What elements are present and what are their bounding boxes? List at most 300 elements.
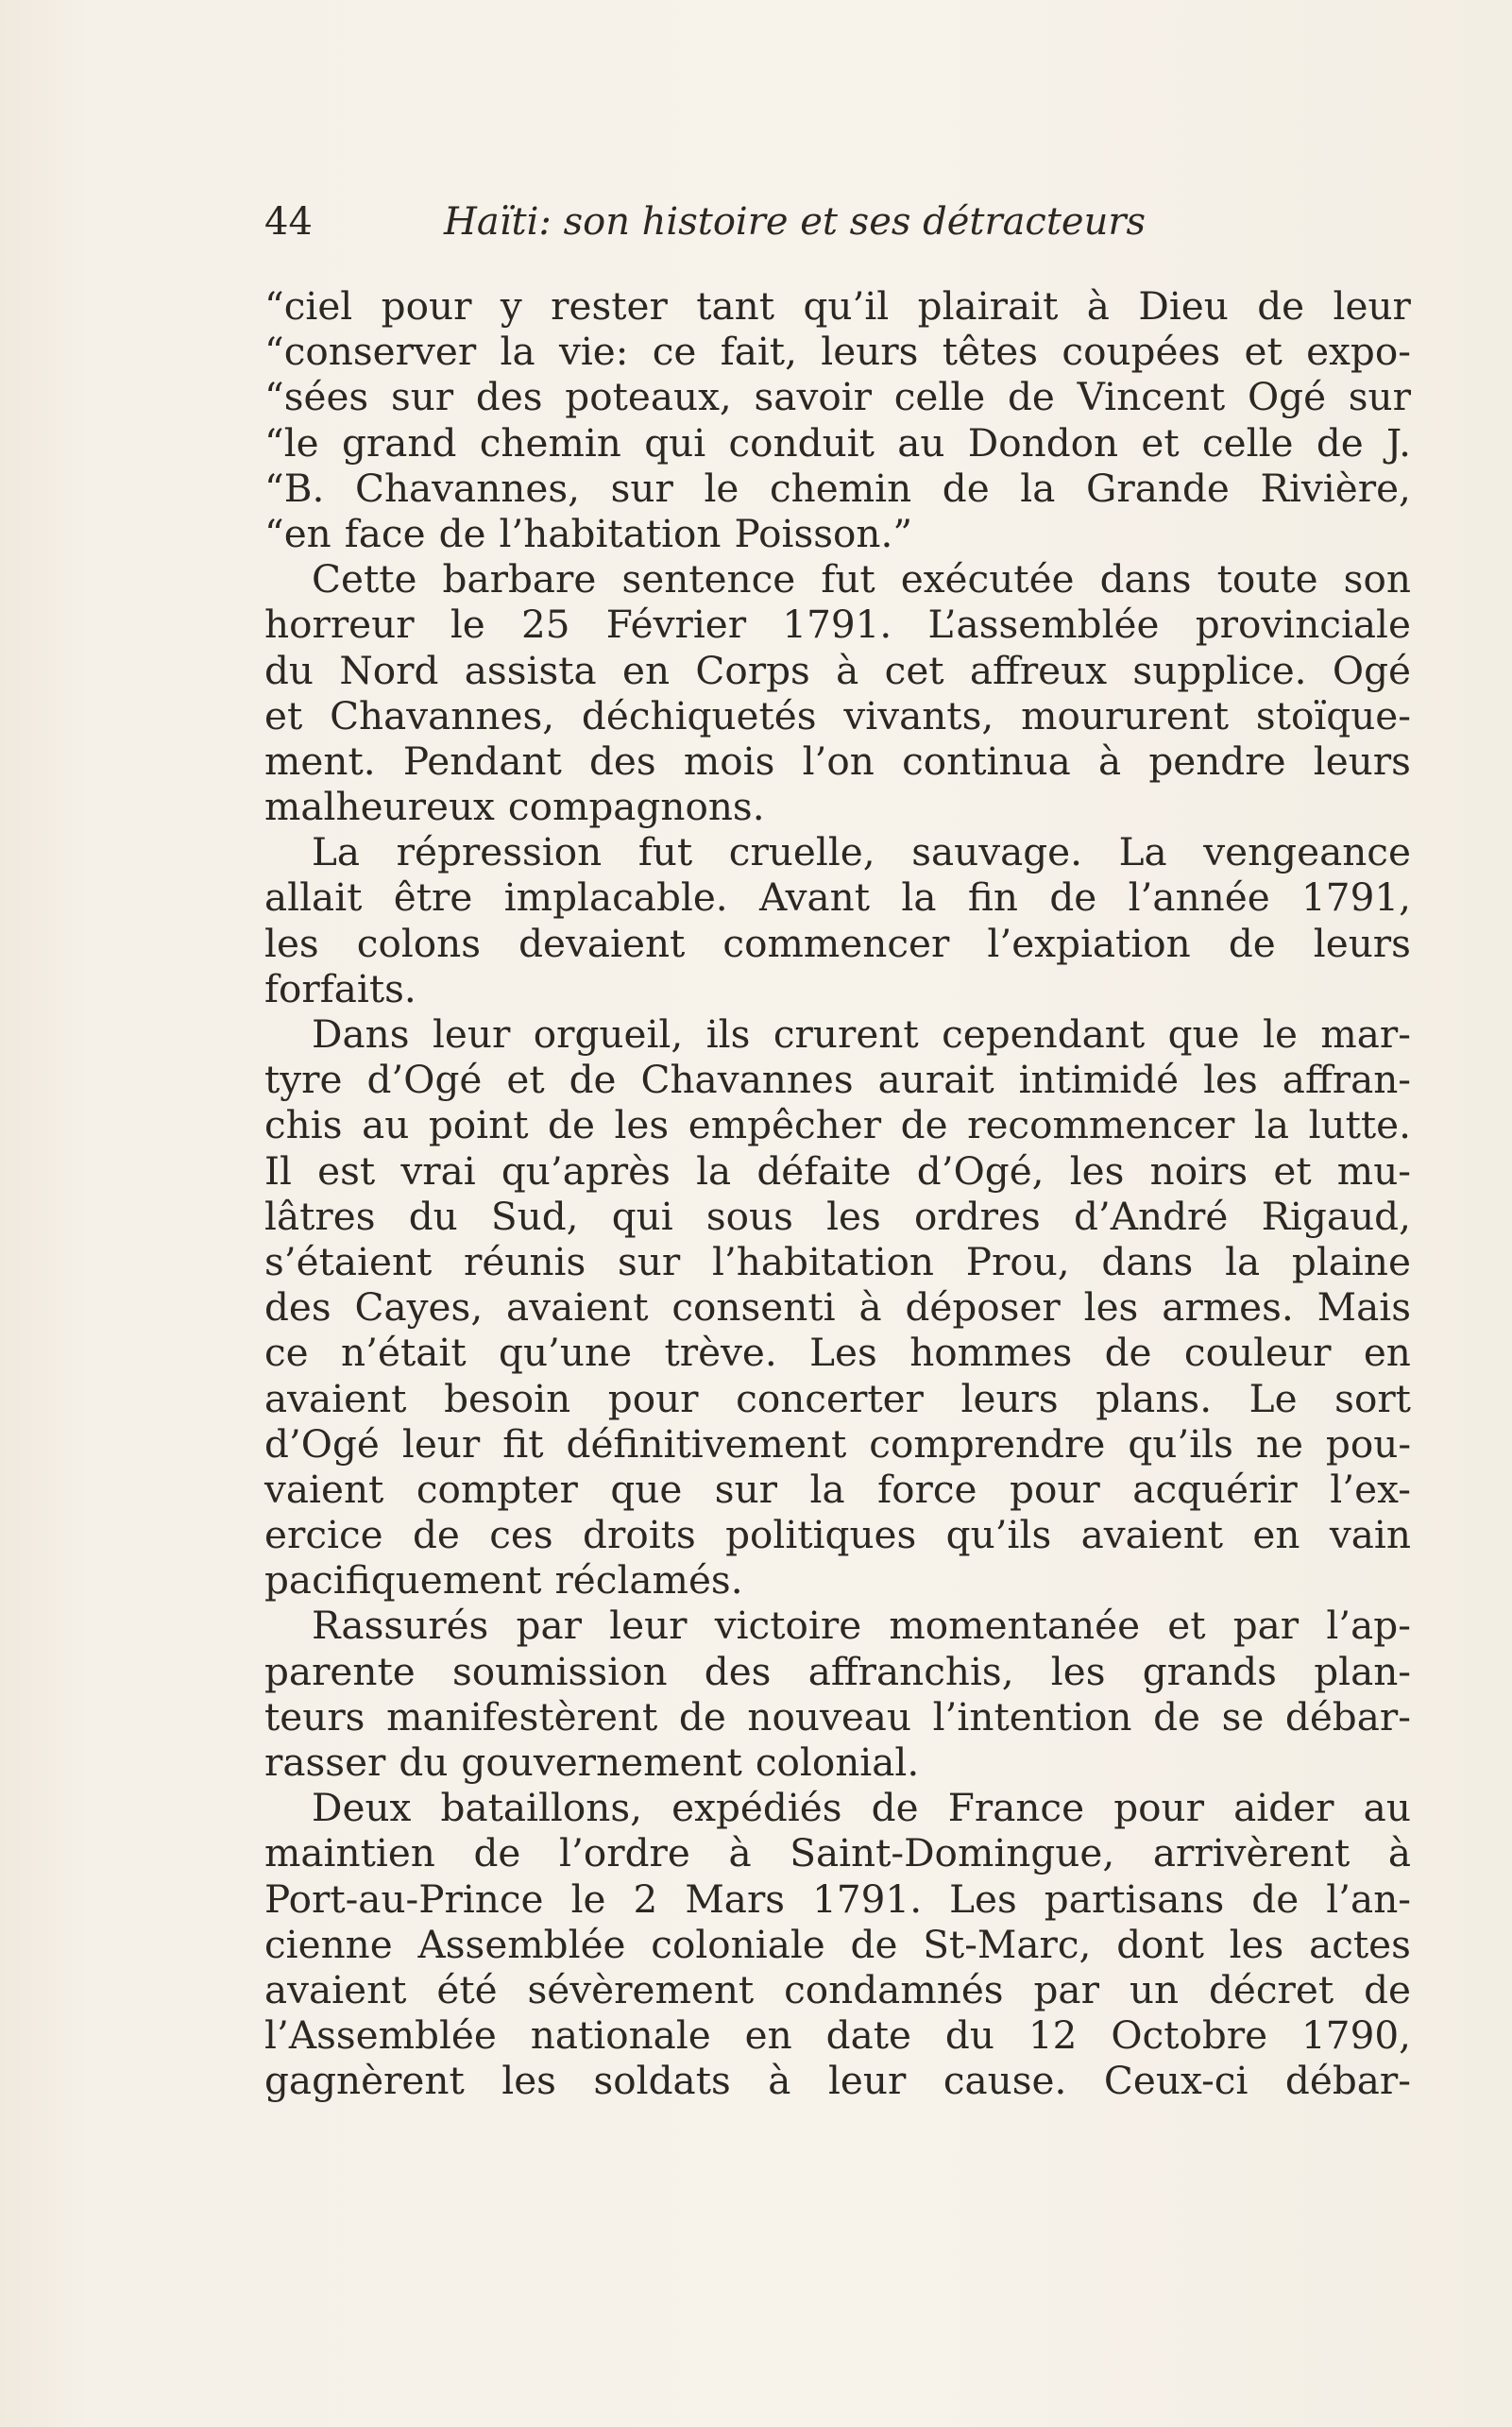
word: celle <box>893 374 986 420</box>
word: plaine <box>1291 1238 1411 1284</box>
text-line <box>264 511 1411 556</box>
word: leurs <box>1313 920 1411 966</box>
word: Dondon <box>967 419 1119 466</box>
word: chemin <box>769 465 912 511</box>
word: Vincent <box>1077 374 1226 420</box>
word: Les <box>949 1875 1017 1922</box>
word: condamnés <box>784 1966 1004 2012</box>
word: consenti <box>671 1284 836 1331</box>
word: 1791. <box>812 1875 923 1922</box>
word: poteaux, <box>565 374 732 420</box>
word: ce <box>652 329 697 375</box>
word: en <box>1252 1512 1300 1558</box>
word: Octobre <box>1111 2012 1268 2059</box>
word: Dieu <box>1138 283 1229 329</box>
word: l’an- <box>1326 1875 1411 1922</box>
word: barbare <box>442 556 597 603</box>
word: plans. <box>1096 1375 1213 1421</box>
word: Chavannes <box>640 1057 854 1103</box>
word: droits <box>583 1512 696 1558</box>
word: en <box>1363 1330 1411 1376</box>
word: est <box>317 1147 376 1194</box>
word: leur <box>432 1011 511 1057</box>
word: Février <box>605 602 747 648</box>
word: Corps <box>695 647 810 693</box>
word: par <box>516 1603 582 1649</box>
word: de <box>1104 1330 1152 1376</box>
word: forfaits. <box>264 965 416 1011</box>
word: fit <box>502 1420 544 1467</box>
word: les <box>1203 1057 1258 1103</box>
word: de <box>1008 374 1055 420</box>
text-line <box>264 738 1411 784</box>
word: L’assemblée <box>927 602 1160 648</box>
word: sur <box>390 374 454 420</box>
word: sous <box>705 1193 793 1239</box>
word: sur <box>1348 374 1411 420</box>
word: La <box>312 829 361 875</box>
text-line <box>264 874 1411 920</box>
word: un <box>1129 1966 1180 2012</box>
word: avaient <box>264 1375 407 1421</box>
word: de <box>1257 283 1305 329</box>
word: date <box>825 2012 911 2059</box>
word: qu’après <box>501 1147 671 1194</box>
word: têtes <box>942 329 1039 375</box>
text-line <box>264 1376 1411 1421</box>
word: toute <box>1216 556 1318 603</box>
word: la <box>1225 1238 1261 1284</box>
word: de <box>548 1102 595 1148</box>
page-number: 44 <box>264 200 313 244</box>
word: colons <box>356 920 482 966</box>
word: être <box>393 874 473 921</box>
word: du <box>264 647 314 693</box>
word: concerter <box>736 1375 924 1421</box>
word: rasser <box>264 1740 386 1785</box>
word: que <box>1167 1011 1240 1057</box>
word: tant <box>696 283 775 329</box>
word: Prou, <box>965 1238 1070 1284</box>
word: décret <box>1208 1966 1334 2012</box>
word: “ciel <box>264 283 353 329</box>
text-line <box>264 1512 1411 1557</box>
word: compter <box>416 1466 578 1512</box>
word: arrivèrent <box>1152 1830 1351 1876</box>
word: avaient <box>506 1284 649 1331</box>
word: la <box>1020 465 1056 511</box>
word: aider <box>1233 1785 1334 1831</box>
word: Cette <box>312 556 417 603</box>
word: au <box>897 419 945 466</box>
word: 1791, <box>1301 874 1411 921</box>
word: de <box>412 1512 460 1558</box>
word: sur <box>610 465 673 511</box>
word: et <box>264 692 303 738</box>
text-line <box>264 829 1411 874</box>
word: qui <box>611 1193 673 1239</box>
word: les <box>1069 1147 1125 1194</box>
word: France <box>947 1785 1085 1831</box>
word: de <box>1364 1966 1411 2012</box>
word: d’Ogé, <box>916 1147 1045 1194</box>
word: à <box>768 2058 791 2104</box>
word: Pendant <box>402 738 562 784</box>
word: de <box>850 1921 898 1967</box>
text-line <box>264 1284 1411 1330</box>
word: Mais <box>1317 1284 1411 1331</box>
word: cependant <box>942 1011 1146 1057</box>
text-line <box>264 556 1411 602</box>
word: par <box>1232 1603 1300 1649</box>
word: affreux <box>969 647 1108 693</box>
word: les <box>501 2058 556 2104</box>
word: d’Ogé <box>264 1420 380 1467</box>
word: dont <box>1116 1921 1204 1967</box>
word: l’intention <box>932 1693 1132 1740</box>
word: l’ap- <box>1326 1603 1411 1649</box>
text-line <box>264 420 1411 466</box>
word: compagnons. <box>507 784 765 830</box>
word: plan- <box>1314 1648 1411 1694</box>
word: réclamés. <box>554 1557 743 1604</box>
word: Chavannes, <box>330 692 555 738</box>
word: qu’il <box>803 283 890 329</box>
text-line <box>264 374 1411 419</box>
word: sévèrement <box>527 1966 755 2012</box>
word: orgueil, <box>533 1011 684 1057</box>
word: grands <box>1142 1648 1277 1694</box>
word: provinciale <box>1195 602 1411 648</box>
word: et <box>1244 329 1283 375</box>
word: exécutée <box>900 556 1075 603</box>
word: assista <box>464 647 597 693</box>
word: qu’ils <box>1128 1420 1233 1467</box>
word: et <box>1167 1603 1206 1649</box>
word: ce <box>264 1330 309 1376</box>
word: partisans <box>1044 1875 1225 1922</box>
word: 1791. <box>782 602 892 648</box>
word: momentanée <box>889 1603 1141 1649</box>
word: le <box>1263 1011 1298 1057</box>
word: Ogé <box>1247 374 1327 420</box>
word: par <box>1033 1966 1099 2012</box>
text-line <box>264 602 1411 647</box>
word: hommes <box>909 1330 1073 1376</box>
text-line <box>264 1740 1411 1785</box>
word: des <box>704 1648 772 1694</box>
word: ercice <box>264 1512 383 1558</box>
word: pour <box>1113 1785 1204 1831</box>
word: Les <box>809 1330 877 1376</box>
text-line <box>264 1922 1411 1967</box>
word: actes <box>1309 1921 1411 1967</box>
word: les <box>1050 1648 1106 1694</box>
word: du <box>399 1740 449 1785</box>
word: gagnèrent <box>264 2058 465 2104</box>
word: 1790, <box>1301 2012 1411 2059</box>
word: besoin <box>444 1375 571 1421</box>
word: grand <box>341 419 457 466</box>
word: leurs <box>1313 738 1411 784</box>
word: sur <box>714 1466 778 1512</box>
word: son <box>1343 556 1411 603</box>
word: Ogé <box>1332 647 1411 693</box>
word: avaient <box>264 1966 407 2012</box>
word: le <box>704 465 739 511</box>
word: empêcher <box>688 1102 882 1148</box>
word: lâtres <box>264 1193 376 1239</box>
word: devaient <box>518 920 686 966</box>
word: fut <box>637 829 693 875</box>
word: ordres <box>914 1193 1041 1239</box>
word: plairait <box>917 283 1059 329</box>
word: la <box>901 874 937 921</box>
word: s’étaient <box>264 1238 433 1284</box>
word: débar- <box>1284 2058 1411 2104</box>
word: réunis <box>464 1238 586 1284</box>
word: le <box>450 602 485 648</box>
word: de <box>871 1785 919 1831</box>
word: la <box>809 1466 845 1512</box>
word: de <box>1251 1875 1300 1922</box>
word: de <box>1228 920 1276 966</box>
word: supplice. <box>1132 647 1307 693</box>
text-line <box>264 2012 1411 2058</box>
word: Cayes, <box>354 1284 484 1331</box>
word: que <box>610 1466 683 1512</box>
word: coupées <box>1062 329 1221 375</box>
word: Sud, <box>490 1193 579 1239</box>
word: de <box>438 510 486 556</box>
word: l’année <box>1128 874 1270 921</box>
word: cet <box>884 647 944 693</box>
word: n’était <box>341 1330 467 1376</box>
word: mar- <box>1320 1011 1411 1057</box>
word: Le <box>1249 1375 1298 1421</box>
word: le <box>570 1875 606 1922</box>
word: de <box>1049 874 1097 921</box>
word: vivants, <box>843 692 994 738</box>
word: Assemblée <box>417 1921 626 1967</box>
word: trève. <box>664 1330 777 1376</box>
text-line <box>264 1785 1411 1830</box>
word: leur <box>1333 283 1411 329</box>
word: “en <box>264 510 331 556</box>
word: tyre <box>264 1057 343 1103</box>
text-line <box>264 1057 1411 1102</box>
word: coloniale <box>651 1921 825 1967</box>
word: de <box>569 1057 617 1103</box>
word: de <box>473 1830 521 1876</box>
word: J. <box>1386 419 1411 466</box>
word: cruelle, <box>728 829 875 875</box>
word: pendre <box>1148 738 1286 784</box>
text-line <box>264 466 1411 511</box>
word: noirs <box>1149 1147 1249 1194</box>
word: et <box>1273 1147 1312 1194</box>
word: de <box>1153 1693 1200 1740</box>
text-line <box>264 1876 1411 1922</box>
word: au <box>1363 1785 1411 1831</box>
word: se <box>1221 1693 1265 1740</box>
word: répression <box>396 829 603 875</box>
text-line <box>264 1557 1411 1603</box>
word: vie: <box>558 329 629 375</box>
word: allait <box>264 874 363 921</box>
word: qu’une <box>499 1330 633 1376</box>
word: les <box>614 1102 670 1148</box>
word: Nord <box>339 647 439 693</box>
word: Dans <box>312 1011 410 1057</box>
text-line <box>264 1467 1411 1512</box>
word: armes. <box>1162 1284 1294 1331</box>
word: crurent <box>773 1011 919 1057</box>
word: rester <box>551 283 668 329</box>
word: Il <box>264 1147 292 1194</box>
word: défaite <box>756 1147 892 1194</box>
word: vain <box>1329 1512 1411 1558</box>
word: fait, <box>720 329 797 375</box>
word: vaient <box>264 1466 384 1512</box>
word: sur <box>618 1238 681 1284</box>
word: y <box>500 283 522 329</box>
word: ne <box>1255 1420 1303 1467</box>
word: l’ordre <box>559 1830 690 1876</box>
word: à <box>858 1284 882 1331</box>
word: chis <box>264 1102 343 1148</box>
text-line <box>264 1649 1411 1694</box>
word: celle <box>1201 419 1294 466</box>
word: leur <box>401 1420 481 1467</box>
word: sentence <box>621 556 796 603</box>
word: maintien <box>264 1830 435 1876</box>
word: affran- <box>1282 1057 1411 1103</box>
word: stoïque- <box>1255 692 1411 738</box>
word: fin <box>967 874 1018 921</box>
word: politiques <box>725 1512 917 1558</box>
word: colonial. <box>755 1740 920 1785</box>
word: recommencer <box>967 1102 1235 1148</box>
word: les <box>1083 1284 1139 1331</box>
word: à <box>836 647 859 693</box>
text-line <box>264 1967 1411 2012</box>
word: Rigaud, <box>1261 1193 1411 1239</box>
word: de <box>900 1102 948 1148</box>
word: au <box>362 1102 410 1148</box>
word: leurs <box>821 329 919 375</box>
word: des <box>588 738 656 784</box>
word: expédiés <box>671 1785 842 1831</box>
word: 2 <box>633 1875 658 1922</box>
text-line <box>264 1603 1411 1648</box>
word: Port-au-Prince <box>264 1875 544 1922</box>
text-line <box>264 283 1411 329</box>
word: mu- <box>1336 1147 1411 1194</box>
word: 12 <box>1028 2012 1078 2059</box>
word: la <box>500 329 535 375</box>
word: Poisson.” <box>734 510 913 556</box>
text-line <box>264 1421 1411 1467</box>
word: de <box>678 1693 726 1740</box>
word: “le <box>264 419 319 466</box>
word: cienne <box>264 1921 393 1967</box>
word: les <box>1229 1921 1284 1967</box>
word: avaient <box>1080 1512 1224 1558</box>
word: pour <box>1010 1466 1100 1512</box>
word: Rassurés <box>312 1603 489 1649</box>
word: l’Assemblée <box>264 2012 497 2059</box>
word: parente <box>264 1648 416 1694</box>
word: horreur <box>264 602 415 648</box>
text-line <box>264 693 1411 738</box>
word: La <box>1118 829 1167 875</box>
word: pou- <box>1325 1420 1411 1467</box>
word: du <box>408 1193 458 1239</box>
word: déchiquetés <box>581 692 817 738</box>
word: et <box>506 1057 545 1103</box>
word: “conserver <box>264 329 477 375</box>
word: comprendre <box>869 1420 1106 1467</box>
word: vengeance <box>1203 829 1411 875</box>
word: à <box>728 1830 752 1876</box>
word: les <box>264 920 319 966</box>
word: 25 <box>520 602 570 648</box>
text-line <box>264 1330 1411 1375</box>
text-line <box>264 2058 1411 2103</box>
word: Ceux-ci <box>1103 2058 1249 2104</box>
word: implacable. <box>503 874 728 921</box>
text-line <box>264 784 1411 829</box>
word: force <box>877 1466 977 1512</box>
word: définitivement <box>566 1420 847 1467</box>
word: déposer <box>905 1284 1061 1331</box>
word: dans <box>1099 556 1192 603</box>
text-line <box>264 1011 1411 1057</box>
word: qui <box>644 419 706 466</box>
word: ces <box>489 1512 553 1558</box>
word: Rivière, <box>1260 465 1411 511</box>
word: leur <box>827 2058 907 2104</box>
word: ils <box>705 1011 751 1057</box>
word: et <box>1141 419 1180 466</box>
word: ment. <box>264 738 376 784</box>
word: malheureux <box>264 784 495 830</box>
word: du <box>944 2012 994 2059</box>
word: teurs <box>264 1693 365 1740</box>
word: l’ex- <box>1330 1466 1411 1512</box>
word: pour <box>607 1375 699 1421</box>
word: expo- <box>1306 329 1411 375</box>
word: victoire <box>714 1603 862 1649</box>
word: Chavannes, <box>354 465 580 511</box>
word: en <box>744 2012 792 2059</box>
word: savoir <box>754 374 873 420</box>
word: vrai <box>400 1147 476 1194</box>
word: soldats <box>593 2058 731 2104</box>
word: à <box>1097 738 1122 784</box>
word: Deux <box>312 1785 412 1831</box>
word: intimidé <box>1018 1057 1180 1103</box>
word: moururent <box>1021 692 1230 738</box>
word: couleur <box>1183 1330 1332 1376</box>
word: continua <box>902 738 1071 784</box>
word: les <box>826 1193 881 1239</box>
word: leur <box>609 1603 688 1649</box>
text-line <box>264 1239 1411 1284</box>
word: lutte. <box>1308 1102 1411 1148</box>
word: l’habitation <box>499 510 722 556</box>
